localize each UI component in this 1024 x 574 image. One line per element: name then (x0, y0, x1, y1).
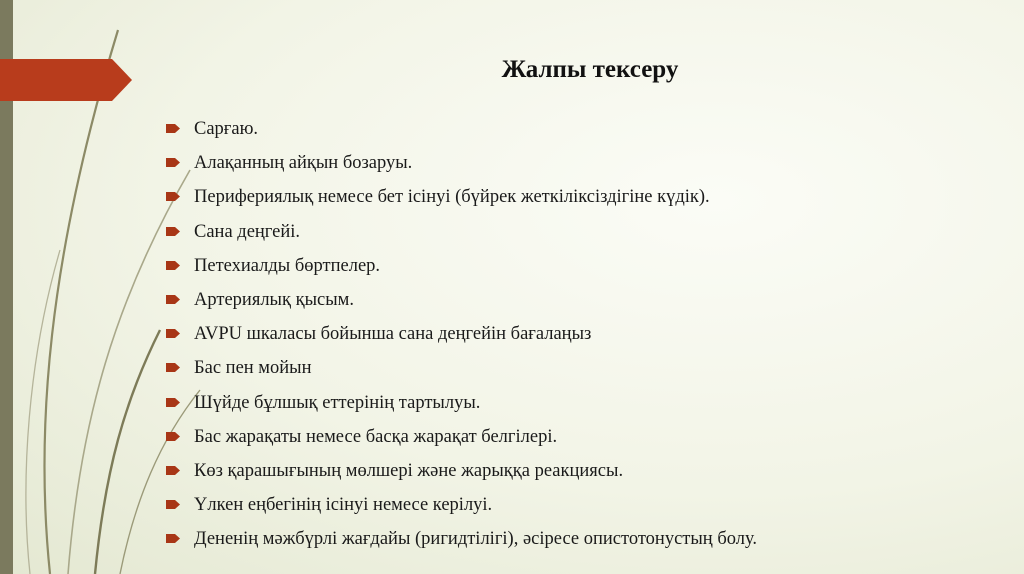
slide-title: Жалпы тексеру (501, 56, 679, 83)
list-item (166, 180, 757, 214)
list-item (166, 420, 757, 454)
list-item-text: Сарғаю. (194, 119, 259, 139)
list-item (166, 351, 757, 385)
arrow-bullet-icon (166, 123, 180, 134)
list-item-text: Үлкен еңбегінің ісінуі немесе керілуі. (194, 495, 493, 516)
list-item (166, 112, 757, 146)
list-item (166, 386, 757, 420)
list-item-text: Бас жарақаты немесе басқа жарақат белгілері. (194, 426, 558, 447)
list-item-text: Артериялық қысым. (194, 289, 354, 310)
arrow-bullet-icon (166, 157, 180, 168)
list-item-text: Сана деңгейі. (194, 221, 301, 242)
list-item (166, 283, 757, 317)
list-item (166, 522, 757, 556)
arrow-bullet-icon (166, 328, 180, 339)
arrow-bullet-icon (166, 226, 180, 237)
arrow-bullet-icon (166, 362, 180, 373)
list-item-text: Алақанның айқын бозаруы. (194, 153, 413, 174)
list-item (166, 317, 757, 351)
list-item (166, 215, 757, 249)
list-item-text: Перифериялық немесе бет ісінуі (бүйрек жеткіліксіздігіне күдік). (194, 187, 710, 208)
list-item (166, 146, 757, 180)
list-item (166, 249, 757, 283)
list-item-text: Дененің мәжбүрлі жағдайы (ригидтілігі), әсіресе опистотонустың болу. (194, 529, 757, 550)
list-item-text: Шүйде бұлшық еттерінің тартылуы. (194, 392, 481, 413)
list-item-text: AVPU шкаласы бойынша сана деңгейін бағалаңыз (194, 324, 592, 345)
list-item (166, 454, 757, 488)
list-item-text: Көз қарашығының мөлшері және жарыққа реакциясы. (194, 460, 624, 481)
arrow-bullet-icon (166, 465, 180, 476)
title-arrow-banner (0, 59, 132, 101)
arrow-bullet-icon (166, 260, 180, 271)
arrow-bullet-icon (166, 431, 180, 442)
arrow-bullet-icon (166, 191, 180, 202)
list-item-text: Петехиалды бөртпелер. (194, 255, 381, 276)
arrow-bullet-icon (166, 499, 180, 510)
arrow-bullet-icon (166, 397, 180, 408)
arrow-bullet-icon (166, 294, 180, 305)
arrow-bullet-icon (166, 533, 180, 544)
list-item (166, 488, 757, 522)
bullet-list (166, 112, 757, 556)
list-item-text: Бас пен мойын (194, 358, 312, 379)
